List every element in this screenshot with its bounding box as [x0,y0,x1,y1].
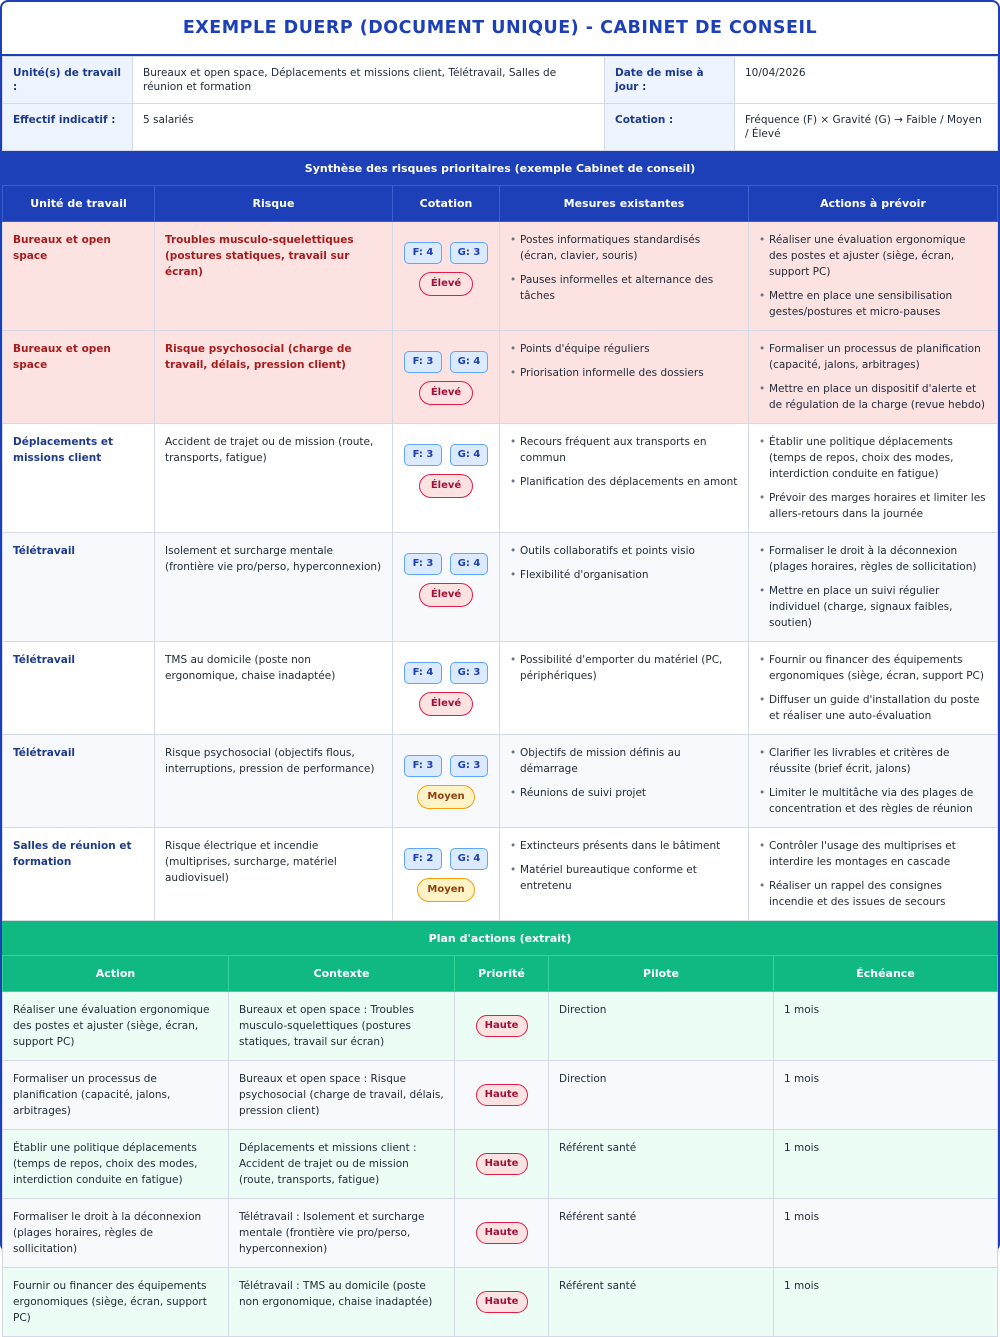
risk-level-badge: Moyen [417,878,474,902]
action-text: Réaliser une évaluation ergonomique des postes et ajuster (siège, écran, support PC) [3,992,229,1061]
priority-badge: Haute [476,1291,528,1313]
gravity-badge: G: 3 [450,755,488,777]
measure-item: • Extincteurs présents dans le bâtiment [510,838,738,854]
risk-unit: Déplacements et missions client [13,436,113,464]
cotation-value: Fréquence (F) × Gravité (G) → Faible / Moyen / Élevé [735,104,998,151]
risk-row [3,533,998,642]
header-measures: Mesures existantes [500,186,749,222]
risk-unit: Bureaux et open space [13,234,111,262]
staff-value: 5 salariés [133,104,605,151]
header-context: Contexte [229,956,455,992]
frequency-badge: F: 3 [404,444,442,466]
risk-row [3,642,998,735]
measure-item: • Possibilité d'emporter du matériel (PC, périphériques) [510,652,738,684]
units-label: Unité(s) de travail : [3,57,133,104]
action-row [3,1268,998,1337]
gravity-badge: G: 4 [450,351,488,373]
action-text: Fournir ou financer des équipements ergonomiques (siège, écran, support PC) [3,1268,229,1337]
measure-item: • Pauses informelles et alternance des tâches [510,272,738,304]
frequency-badge: F: 3 [404,351,442,373]
gravity-badge: G: 4 [450,444,488,466]
risk-summary-band: Synthèse des risques prioritaires (exemple Cabinet de conseil) [2,151,998,185]
header-deadline: Échéance [774,956,998,992]
action-plan-band: Plan d'actions (extrait) [2,921,998,955]
measure-item: • Postes informatiques standardisés (écran, clavier, souris) [510,232,738,264]
risk-description: Risque psychosocial (charge de travail, délais, pression client) [165,343,352,371]
risk-unit: Salles de réunion et formation [13,840,132,868]
action-text: Formaliser un processus de planification (capacité, jalons, arbitrages) [3,1061,229,1130]
action-item: • Mettre en place un dispositif d'alerte et de régulation de la charge (revue hebdo) [759,381,987,413]
action-item: • Formaliser le droit à la déconnexion (plages horaires, règles de sollicitation) [759,543,987,575]
action-context: Télétravail : TMS au domicile (poste non ergonomique, chaise inadaptée) [229,1268,455,1337]
header-pilot: Pilote [549,956,774,992]
measure-item: • Flexibilité d'organisation [510,567,738,583]
action-context: Déplacements et missions client : Accident de trajet ou de mission (route, transports, fatigue) [229,1130,455,1199]
risk-table [2,185,998,921]
risk-level-badge: Élevé [419,381,473,405]
risk-row [3,222,998,331]
action-deadline: 1 mois [774,1199,998,1268]
measure-item: • Points d'équipe réguliers [510,341,738,357]
risk-description: Risque électrique et incendie (multiprises, surcharge, matériel audiovisuel) [165,840,337,884]
units-value: Bureaux et open space, Déplacements et missions client, Télétravail, Salles de réunion et formation [133,57,605,104]
action-context: Bureaux et open space : Risque psychosocial (charge de travail, délais, pression client) [229,1061,455,1130]
risk-unit: Télétravail [13,747,76,759]
action-pilot: Direction [549,1061,774,1130]
risk-level-badge: Élevé [419,692,473,716]
gravity-badge: G: 3 [450,242,488,264]
action-row [3,1199,998,1268]
header-action: Action [3,956,229,992]
risk-row [3,424,998,533]
action-deadline: 1 mois [774,1061,998,1130]
action-item: • Mettre en place une sensibilisation gestes/postures et micro-pauses [759,288,987,320]
risk-description: Accident de trajet ou de mission (route, transports, fatigue) [165,436,374,464]
priority-badge: Haute [476,1153,528,1175]
risk-description: Troubles musculo-squelettiques (postures statiques, travail sur écran) [165,234,354,278]
measure-item: • Recours fréquent aux transports en commun [510,434,738,466]
measure-item: • Matériel bureautique conforme et entretenu [510,862,738,894]
action-item: • Clarifier les livrables et critères de réussite (brief écrit, jalons) [759,745,987,777]
action-row [3,1061,998,1130]
header-priority: Priorité [455,956,549,992]
action-pilot: Référent santé [549,1130,774,1199]
action-pilot: Référent santé [549,1268,774,1337]
measure-item: • Réunions de suivi projet [510,785,738,801]
frequency-badge: F: 3 [404,553,442,575]
cotation-label: Cotation : [605,104,735,151]
action-text: Formaliser le droit à la déconnexion (plages horaires, règles de sollicitation) [3,1199,229,1268]
action-item: • Diffuser un guide d'installation du poste et réaliser une auto-évaluation [759,692,987,724]
header-actions: Actions à prévoir [749,186,998,222]
risk-unit: Télétravail [13,654,76,666]
measure-item: • Priorisation informelle des dossiers [510,365,738,381]
priority-badge: Haute [476,1015,528,1037]
risk-description: TMS au domicile (poste non ergonomique, chaise inadaptée) [165,654,336,682]
date-value: 10/04/2026 [735,57,998,104]
action-context: Bureaux et open space : Troubles musculo-squelettiques (postures statiques, travail sur écran) [229,992,455,1061]
action-deadline: 1 mois [774,1130,998,1199]
priority-badge: Haute [476,1084,528,1106]
risk-row [3,331,998,424]
action-plan-table [2,955,998,1337]
action-item: • Réaliser une évaluation ergonomique des postes et ajuster (siège, écran, support PC) [759,232,987,280]
action-text: Établir une politique déplacements (temps de repos, choix des modes, interdiction conduite en fatigue) [3,1130,229,1199]
action-item: • Fournir ou financer des équipements ergonomiques (siège, écran, support PC) [759,652,987,684]
frequency-badge: F: 4 [404,662,442,684]
action-context: Télétravail : Isolement et surcharge mentale (frontière vie pro/perso, hyperconnexion) [229,1199,455,1268]
action-pilot: Direction [549,992,774,1061]
frequency-badge: F: 3 [404,755,442,777]
measure-item: • Planification des déplacements en amont [510,474,738,490]
action-row [3,1130,998,1199]
risk-unit: Télétravail [13,545,76,557]
frequency-badge: F: 4 [404,242,442,264]
risk-level-badge: Élevé [419,272,473,296]
risk-table-header [3,186,998,222]
action-row [3,992,998,1061]
staff-label: Effectif indicatif : [3,104,133,151]
header-unit: Unité de travail [3,186,155,222]
risk-description: Risque psychosocial (objectifs flous, interruptions, pression de performance) [165,747,375,775]
header-cotation: Cotation [393,186,500,222]
action-item: • Établir une politique déplacements (temps de repos, choix des modes, interdiction conduite en fatigue) [759,434,987,482]
date-label: Date de mise à jour : [605,57,735,104]
frequency-badge: F: 2 [404,848,442,870]
risk-row [3,735,998,828]
action-item: • Réaliser un rappel des consignes incendie et des issues de secours [759,878,987,910]
document-title: EXEMPLE DUERP (DOCUMENT UNIQUE) - CABINET DE CONSEIL [2,2,998,56]
gravity-badge: G: 4 [450,848,488,870]
measure-item: • Objectifs de mission définis au démarrage [510,745,738,777]
gravity-badge: G: 3 [450,662,488,684]
priority-badge: Haute [476,1222,528,1244]
risk-level-badge: Élevé [419,583,473,607]
action-item: • Mettre en place un suivi régulier individuel (charge, signaux faibles, soutien) [759,583,987,631]
action-item: • Contrôler l'usage des multiprises et interdire les montages en cascade [759,838,987,870]
action-item: • Prévoir des marges horaires et limiter les allers-retours dans la journée [759,490,987,522]
action-deadline: 1 mois [774,1268,998,1337]
risk-description: Isolement et surcharge mentale (frontière vie pro/perso, hyperconnexion) [165,545,382,573]
action-plan-header [3,956,998,992]
risk-level-badge: Moyen [417,785,474,809]
measure-item: • Outils collaboratifs et points visio [510,543,738,559]
action-item: • Limiter le multitâche via des plages de concentration et des règles de réunion [759,785,987,817]
risk-row [3,828,998,921]
risk-unit: Bureaux et open space [13,343,111,371]
action-item: • Formaliser un processus de planification (capacité, jalons, arbitrages) [759,341,987,373]
info-grid [2,56,998,151]
action-deadline: 1 mois [774,992,998,1061]
action-pilot: Référent santé [549,1199,774,1268]
gravity-badge: G: 4 [450,553,488,575]
risk-level-badge: Élevé [419,474,473,498]
header-risk: Risque [155,186,393,222]
